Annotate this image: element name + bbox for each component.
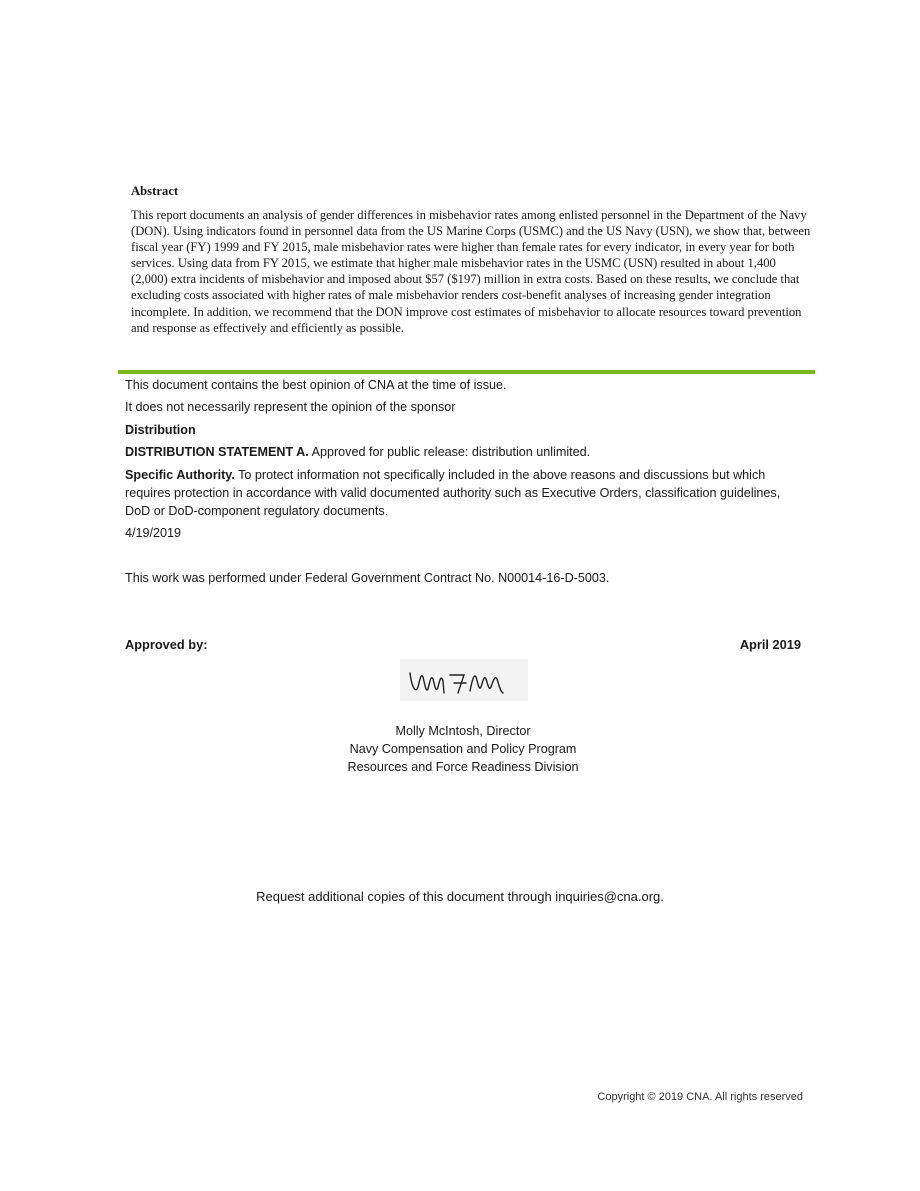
abstract-section [131, 184, 811, 336]
approved-by-label: Approved by: [125, 637, 208, 652]
distribution-statement-text: Approved for public release: distribution unlimited. [308, 445, 591, 459]
distribution-heading: Distribution [125, 423, 196, 437]
distribution-statement [125, 443, 590, 461]
abstract-heading: Abstract [131, 184, 179, 198]
opinion-line-2: It does not necessarily represent the opinion of the sponsor [125, 400, 456, 414]
copyright-notice: Copyright © 2019 CNA. All rights reserved [597, 1091, 803, 1103]
opinion-line-1: This document contains the best opinion of CNA at the time of issue. [125, 378, 507, 392]
specific-authority-text: To protect information not specifically included in the above reasons and discussions but which requires protection in accordance with valid documented authority such as Executive Orders, classification guidelines, DoD or DoD-component regulatory documents. [125, 468, 781, 518]
green-divider [118, 370, 815, 374]
specific-authority-label: Specific Authority. [125, 468, 235, 482]
contract-line: This work was performed under Federal Government Contract No. N00014-16-D-5003. [125, 571, 610, 585]
specific-authority-paragraph [125, 466, 805, 520]
handwritten-signature [400, 659, 528, 701]
request-copies-line: Request additional copies of this document through inquiries@cna.org. [256, 889, 664, 904]
approval-row [125, 637, 801, 652]
signer-name: Molly McIntosh, Director [395, 724, 531, 738]
signer-program: Navy Compensation and Policy Program [349, 742, 577, 756]
signer-block [280, 722, 646, 776]
abstract-body: This report documents an analysis of gender differences in misbehavior rates among enlisted personnel in the Department of the Navy (DON). Using indicators found in personnel data from the US Marine Corps (USMC) and the US Navy (USN), we show that, between fiscal year (FY) 1999 and FY 2015, male misbehavior rates were higher than female rates for every indicator, in every year for both services. Using data from FY 2015, we estimate that higher male misbehavior rates in the USMC (USN) resulted in about 1,400 (2,000) extra incidents of misbehavior and imposed about $57 ($197) million in extra costs. Based on these results, we conclude that excluding costs associated with higher rates of male misbehavior renders cost-benefit analyses of increasing gender integration incomplete. In addition, we recommend that the DON improve cost estimates of misbehavior to allocate resources toward prevention and response as effectively and efficiently as possible. [131, 208, 811, 335]
signature-image [400, 659, 528, 701]
issue-date: 4/19/2019 [125, 526, 182, 540]
distribution-statement-label: DISTRIBUTION STATEMENT A. [125, 445, 309, 459]
approval-date: April 2019 [739, 637, 801, 652]
signer-division: Resources and Force Readiness Division [347, 760, 579, 774]
